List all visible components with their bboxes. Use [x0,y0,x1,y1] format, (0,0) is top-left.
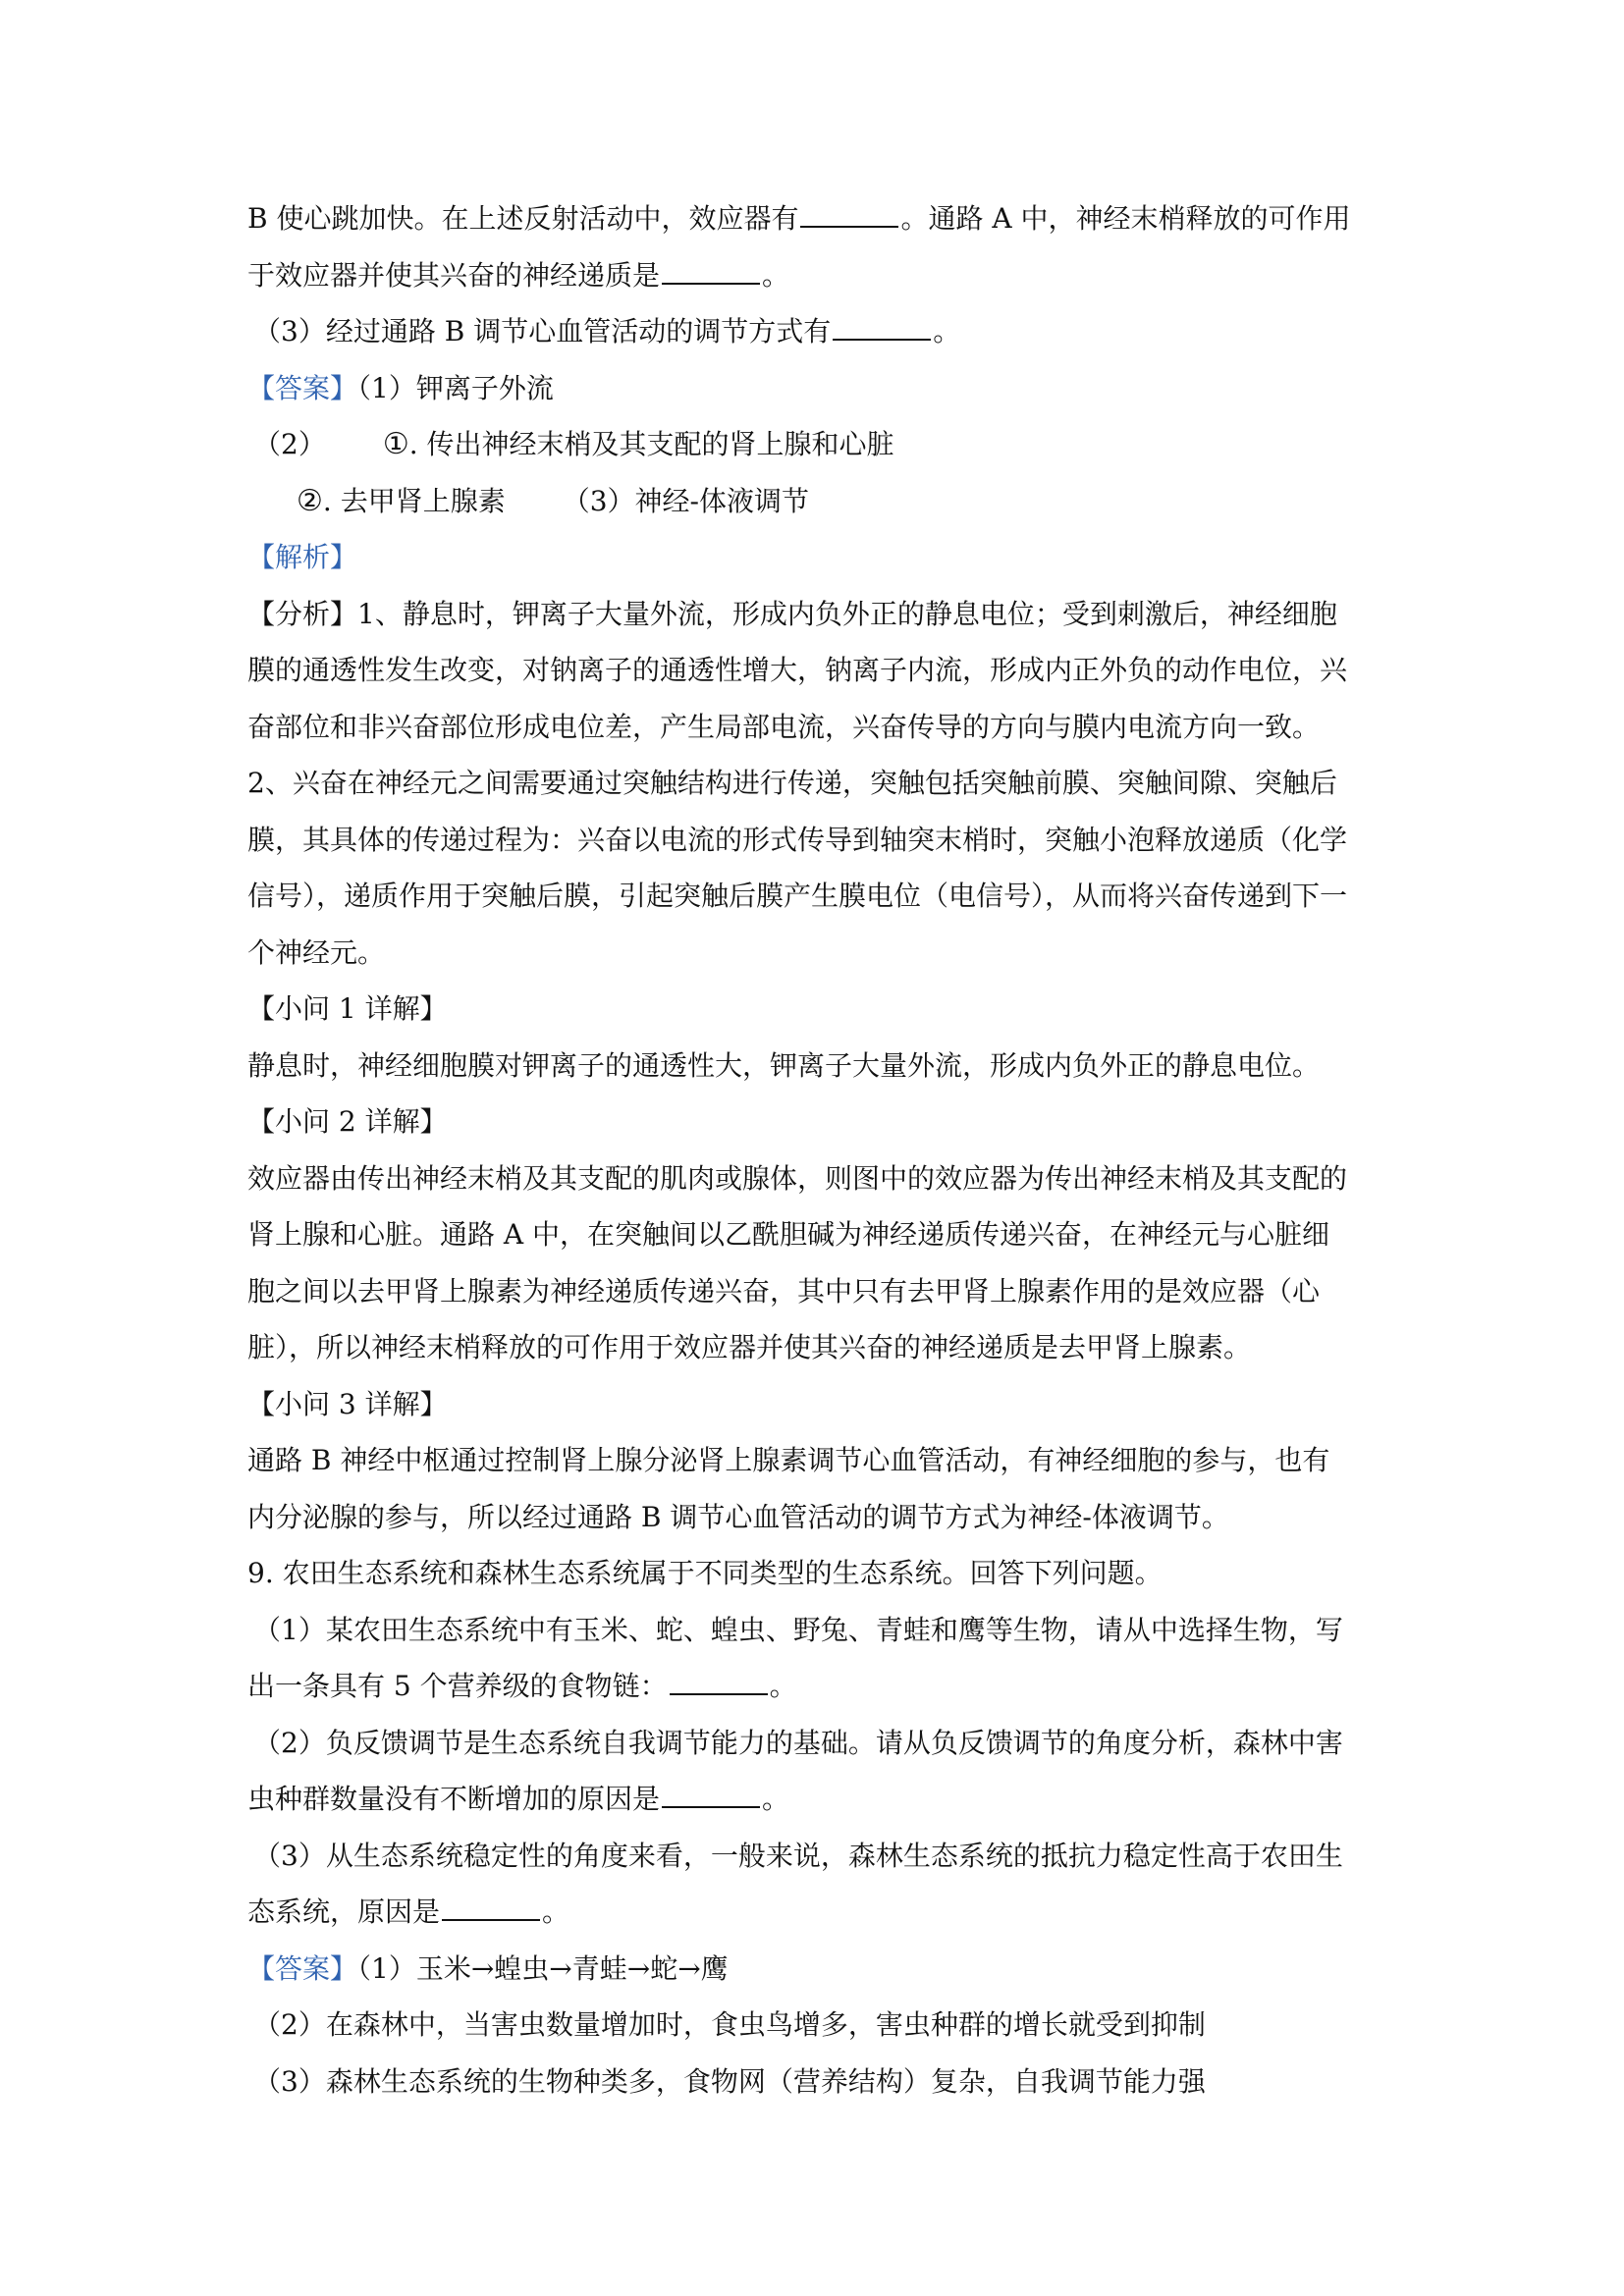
explanation-tag: 【解析】 [247,541,358,573]
analysis-line: 信号），递质作用于突触后膜，引起突触后膜产生膜电位（电信号），从而将兴奋传递到下一 [247,880,1348,912]
question-9-line [247,1658,1386,1715]
answer-tag: 【答案】 [247,1951,358,1985]
question-8-line [247,247,1386,304]
analysis-line: 膜，其具体的传递过程为：兴奋以电流的形式传导到轴突末梢时，突触小泡释放递质（化学 [247,823,1348,856]
question-9-text: 。 [762,1783,790,1815]
analysis-line: 个神经元。 [247,935,386,969]
answer-8-part-1: （1）钾离子外流 [357,371,554,404]
sub-question-1-title: 【小问 1 详解】 [247,992,448,1025]
answer-9-part-2: （2）在森林中，当害虫数量增加时，食虫鸟增多，害虫种群的增长就受到抑制 [253,2008,1206,2041]
question-9-part-3: （3）从生态系统稳定性的角度来看，一般来说，森林生态系统的抵抗力稳定性高于农田生 [253,1839,1343,1872]
question-9-text: 出一条具有 5 个营养级的食物链： [247,1670,668,1702]
sub-question-1-text: 静息时，神经细胞膜对钾离子的通透性大，钾离子大量外流，形成内负外正的静息电位。 [247,1048,1321,1082]
answer-blank [662,1805,760,1808]
answer-blank [662,282,760,285]
question-8-text: （3）经过通路 B 调节心血管活动的调节方式有 [253,315,832,347]
sub-question-2-title: 【小问 2 详解】 [247,1105,448,1138]
answer-blank [442,1918,540,1921]
sub-question-3-text: 内分泌腺的参与，所以经过通路 B 调节心血管活动的调节方式为神经-体液调节。 [247,1500,1229,1533]
question-9-line [247,1771,1386,1828]
analysis-line: 膜的通透性发生改变，对钠离子的通透性增大，钠离子内流，形成内正外负的动作电位，兴 [247,654,1348,686]
analysis-line: 奋部位和非兴奋部位形成电位差，产生局部电流，兴奋传导的方向与膜内电流方向一致。 [247,710,1321,743]
sub-question-2-text: 肾上腺和心脏。通路 A 中，在突触间以乙酰胆碱为神经递质传递兴奋，在神经元与心脏细 [247,1218,1330,1251]
question-9-text: 虫种群数量没有不断增加的原因是 [247,1783,661,1815]
answer-blank [833,338,931,341]
question-9-text: 态系统，原因是 [247,1896,441,1928]
sub-question-2-text: 胞之间以去甲肾上腺素为神经递质传递兴奋，其中只有去甲肾上腺素作用的是效应器（心 [247,1274,1321,1308]
explanation-heading [247,529,1386,586]
answer-blank [670,1692,768,1695]
question-8-text: 。 [933,315,961,347]
sub-question-2-text: 脏），所以神经末梢释放的可作用于效应器并使其兴奋的神经递质是去甲肾上腺素。 [247,1331,1252,1363]
analysis-line: 【分析】1、静息时，钾离子大量外流，形成内负外正的静息电位；受到刺激后，神经细胞 [247,597,1337,630]
question-9-line [247,1884,1386,1941]
question-9-stem: 9. 农田生态系统和森林生态系统属于不同类型的生态系统。回答下列问题。 [247,1557,1163,1589]
answer-number: （2） [253,428,326,460]
sub-question-2-text: 效应器由传出神经末梢及其支配的肌肉或腺体，则图中的效应器为传出神经末梢及其支配的 [247,1161,1348,1195]
answer-9-part-3: （3）森林生态系统的生物种类多，食物网（营养结构）复杂，自我调节能力强 [253,2064,1206,2098]
answer-8-part-3: （3）神经-体液调节 [562,484,809,517]
question-9-text: 。 [542,1896,570,1928]
question-9-text: 。 [769,1670,797,1702]
question-8-text: 于效应器并使其兴奋的神经递质是 [247,258,661,292]
document-body [247,190,1386,2109]
answer-text: . 传出神经末梢及其支配的肾上腺和心脏 [408,428,894,460]
answer-8-line [247,473,1386,530]
answer-9-line [247,1941,1386,1998]
question-8-line [247,190,1386,247]
question-8-text: 。通路 A 中，神经末梢释放的可作用 [900,202,1351,235]
answer-blank [800,225,898,228]
question-8-part-3 [247,303,1386,360]
circled-number: ② [297,483,323,518]
sub-question-3-title: 【小问 3 详解】 [247,1387,448,1420]
question-9-part-2: （2）负反馈调节是生态系统自我调节能力的基础。请从负反馈调节的角度分析，森林中害 [253,1726,1343,1759]
answer-8-part-2 [247,416,1386,473]
circled-number: ① [382,427,409,461]
sub-question-3-text: 通路 B 神经中枢通过控制肾上腺分泌肾上腺素调节心血管活动，有神经细胞的参与，也有 [247,1444,1330,1476]
answer-text: . 去甲肾上腺素 [322,484,506,517]
question-8-text: 。 [762,258,790,292]
question-8-text: B 使心跳加快。在上述反射活动中，效应器有 [247,202,799,235]
analysis-line: 2、兴奋在神经元之间需要通过突触结构进行传递，突触包括突触前膜、突触间隙、突触后 [247,767,1337,799]
answer-8-line [247,360,1386,417]
answer-9-part-1: （1）玉米→蝗虫→青蛙→蛇→鹰 [357,1951,729,1985]
question-9-part-1: （1）某农田生态系统中有玉米、蛇、蝗虫、野兔、青蛙和鹰等生物，请从中选择生物，写 [253,1613,1343,1646]
answer-tag: 【答案】 [247,371,358,404]
